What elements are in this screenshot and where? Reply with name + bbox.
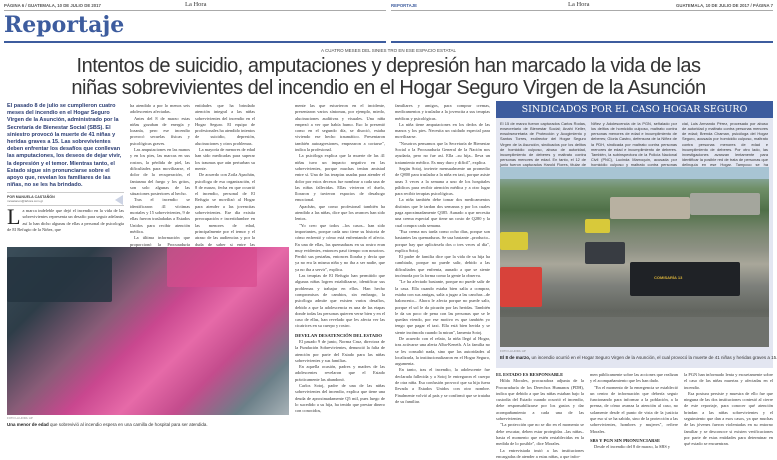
paragraph: Desde el incendio del 8 de marzo, la SBS y	[594, 444, 671, 450]
paragraph: "La protección que no se dio en el momento se debe rescatar, deben estar protegidas –las niñas– hasta el momento que estén restablecidas en la medida de lo posible", dice Morales.	[496, 422, 584, 447]
paragraph: La psicóloga explica que la muerte de las 41 niñas tuvo un impacto negativo en las sobrevivientes, porque muchas tenían amistad entre sí. Una de las terapias usadas para atender el dolor por estos decesos fue nombrar a cada una de las niñas fallecidas. Ellas vivieron el duelo, lloraron y tuvieron espacios de desahogo emocional.	[295, 153, 385, 203]
hospital-photo	[7, 247, 289, 415]
right-page-section-label: REPORTAJE	[391, 3, 417, 8]
subheading: EL ESTADO ES RESPONSABLE	[496, 372, 564, 377]
yellow-vehicle-shape	[500, 232, 528, 250]
article-column-3	[195, 103, 255, 247]
police-truck-text: COMISARÍA 13	[654, 275, 683, 280]
paragraph: Carlos Sotoj, padre de una de las niñas sobrevivientes del incendio, explica que tiene una deuda de aproximadamente Q5 mil, pues luego de lo sucedido a su hija, ha tenido que prestar dinero con conocidos,	[295, 383, 385, 414]
byline: POR MANUELA CASTAÑÓN	[7, 195, 55, 199]
photo-caption	[7, 422, 208, 427]
building-shape	[610, 197, 690, 219]
byline-email: mcastanon@lahora.com.gt	[7, 199, 43, 203]
paragraph: La niña también debe tomar dos medicamentos distintos que le tardan dos semanas y por los cuales paga aproximadamente Q385. Aunado a que necesita una crema especial que tiene un costo de Q280 y la cual compra cada semana.	[395, 197, 490, 228]
byline-box	[7, 192, 124, 206]
wall-shape	[690, 193, 760, 215]
caption-bold: El 8 de marzo,	[500, 355, 531, 360]
paragraph: En tanto, tras el incendio, la adolescente fue declarada fallecida y a Sotoj le entregaron el cuerpo de otra niña. Esa confusión provocó que su hija fuera llevada a Estados Unidos con otro nombre. Finalmente volvió al país y se confirmó que se trataba de su familiar.	[395, 367, 490, 404]
article-column-5	[395, 103, 490, 445]
paragraph: La mayoría de menores de edad han sido medicadas para superar los traumas que aún perturban su mente.	[195, 147, 255, 171]
sidebar-photo-credit: FOTO LA HORA: AP	[500, 349, 526, 353]
caption-text: que sobrevivió al incendio espera en una camilla de hospital para ser atendida.	[48, 422, 208, 427]
road-shape	[500, 317, 769, 347]
sidebar-column-2: Niñez y Adolescencia de la PGN, señalado por los delitos de homicidio culposo, maltrato contra personas menores de edad e incumplimiento de deberes; Gloria Castro, defensora de la Niñez de la PDH, sindicada por maltrato contra personas menores de edad e incumplimiento de deberes. También, la subinspectora de la Policía Nacional Civil (PNC), Lucinda Marroquín, acusada por homicidio culposo y maltrato contra personas	[591, 121, 677, 168]
article-column-1	[7, 204, 124, 240]
paragraph: entidades que ha brindado atención integral a las niñas sobrevivientes del incendio en el Hogar Seguro. El equipo de profesionales ha atendido intentos de suicidio, depresión, alucinaciones y otros problemas.	[195, 103, 255, 146]
paragraph: En aquella ocasión, padres y madres de las adolescentes revelaron que el Estado prácticamente las abandonó.	[295, 364, 385, 382]
sky-shape	[500, 167, 769, 179]
headline-line-1: Intentos de suicidio, amputaciones y depresión han marcado la vida de las	[76, 55, 701, 77]
paragraph: Antes del 8 de marzo estas niñas gozaban de energía y lozanía, pero ese incendio provocó secuelas físicas y psicológicas graves.	[130, 115, 190, 146]
article-column-8	[684, 372, 773, 446]
paragraph: mente las que estuvieron en el incidente, presentaron varios síntomas, por ejemplo, miedo, alucinaciones auditivas y visuales. Una niña empezó a ver que había humo. Eso lo presentó como en el segundo día, se disoció, estaba viviendo ese hecho traumático. Presentaron también autoagresiones, empezaron a cortarse", indica la profesional.	[295, 103, 385, 153]
article-column-7	[590, 372, 678, 450]
paragraph: Tras el incendio se identificaron 41 víctimas mortales y 15 sobrevivientes, 9 de ellas fueron trasladadas a Estados Unidos para recibir atención médica.	[130, 197, 190, 234]
section-title: Reportaje	[4, 12, 125, 38]
paragraph: Esa postura persiste y muestra de ello fue que ninguna de las dos instituciones contestó al cierre de este reportaje, para conocer qué atención brindan a las niñas sobrevivientes y el seguimiento que dan a esos casos, ya que muchas de las jóvenes fueron violentadas en su entorno familiar y se desconoce si existen verificaciones por parte de estas entidades para determinar en qué estado se encuentran.	[684, 390, 773, 447]
paragraph: El pasado 9 de junio, Norma Cruz, directora de la Fundación Sobrevivientes, denunció la falta de atención por parte del Estado para las niñas sobrevivientes y sus familias.	[295, 338, 385, 363]
paragraph: Según Sotoj, invierte mensualmente un promedio de Q800 para trasladar a la niña en taxi, porque asiste unas 3 veces a la semana a uno de los hospitales públicos para recibir atención médica y a otro lugar para recibir terapias psicológicas.	[395, 165, 490, 197]
sidebar-photo-caption	[500, 355, 777, 360]
police-truck-shape	[630, 262, 740, 296]
paragraph: "Esa crema nos tarda como ocho días, porque son bastantes las quemaduras. Se usa bastante –producto– porque hay que aplicársela dos o tres veces al día", explica Sotoj.	[395, 228, 490, 253]
drop-cap: L	[7, 204, 21, 229]
paragraph: la PGN han informado lenta y escuetamente sobre el caso de las niñas muertas y afectadas en el incendio.	[684, 372, 773, 390]
left-header-rule	[4, 10, 386, 11]
paragraph: Las terapias de El Refugio han permitido que algunas niñas logren estabilizarse, identificar sus problemas y trabajar en ellos. Han hecho compromisos de cambios, sin embargo, la psicóloga admite que existen varios desafíos, debido a que la adolescencia es una de las etapas donde todas las personas quieren verse bien y en el caso de ellas, han revelado que les afecta ver las cicatrices en su cuerpo y rostro.	[295, 273, 385, 329]
paragraph: "Nosotros pensamos que la Secretaría de Bienestar Social o la Procuraduría General de la Nación nos ayudaría, pero no fue así. Ella –su hija– lleva un tratamiento médico. Es muy duro y difícil", explica.	[395, 140, 490, 165]
article-column-2	[130, 103, 190, 247]
headline-line-2: niñas sobrevivientes del incendio en el Hogar Seguro Virgen de la Asunción	[71, 77, 706, 99]
article-column-4	[295, 103, 385, 445]
paragraph: Las amputaciones en las manos y en los pies, las marcas en sus rostros, la pérdida de piel, las dificultades para movilizarse, el dolor de la recuperación, el fantasma del fuego y los gritos, son solo algunas de las situaciones posteriores al hecho.	[130, 147, 190, 197]
right-header-rule	[391, 10, 773, 11]
paragraph: men públicamente sobre las acciones que realizan y el acompañamiento que les han dado.	[590, 372, 678, 384]
dark-car-shape	[585, 242, 625, 264]
paragraph: "Le ha afectado bastante, porque no puede salir de la casa. Ella cuando estaba bien salía a comprar, estaba con sus amigas, salía a jugar a las canchas –de baloncesto–. Ahora le afecta porque no puede salir, porque el sol le da picazón por las heridas. También le da un poco de pena con las personas que se le quedan viendo, por ese motivo es que también yo tengo que pagar el taxi. Ella está bien herida y se siente incómoda cuando la miran", lamenta Sotoj.	[395, 279, 490, 335]
left-page-folio: PÁGINA 6 / GUATEMALA, 10 DE JULIO DE 2017	[4, 3, 101, 8]
police-scene-photo	[500, 167, 769, 347]
subheading: DEVELAN DESATENCIÓN DEL ESTADO	[295, 332, 383, 338]
article-kicker: A CUATRO MESES DEL SINIES TRO EN ESE ESPACIO ESTATAL	[320, 48, 457, 53]
right-section-rule	[391, 41, 773, 43]
sidebar-column-1: El 15 de marzo fueron capturados Carlos Rodas, exsecretario de Bienestar Social; Anahí Keller, exsubsecretaria de Protección y Acogimiento y Santos Torres, exdirector del Hogar Seguro Virgen de la Asunción, sindicados por los delitos de homicidio culposo, abuso de autoridad, incumplimiento de deberes y maltrato contra personas menores de edad. En tanto, el 12 de junio fueron capturados Harold Flores, titular de	[500, 121, 586, 168]
right-page-folio: GUATEMALA, 10 DE JULIO DE 2017 / PÁGINA 7	[676, 3, 773, 8]
paragraph: "Yo creo que todos –los casos– han sido importantes, porque cada uno tiene su historia de cómo enfrentó y cómo está enfrentando el afecto. En una de ellas, las quemaduras en su rostro eran muy evidentes, entonces pasó tiempo con nosotros. Perdió sus pestañas, entonces lloraba y decía que ya no era la misma niña y no iba a ser nadie, que ya no iba a servir", explica.	[295, 222, 385, 272]
sidebar-column-3: cial, Luis Armando Pérez, procesado por abuso de autoridad y maltrato contra personas menores de edad; Brenda Chaman, psicóloga del Hogar Seguro, acusada por homicidio culposo, maltrato contra personas menores de edad e incumplimiento de deberes. Por otro lado, las investigaciones avanzan lentamente para identificar la posible red de trata de personas que delinquía en ese Hogar. Tampoco se ha	[682, 121, 768, 168]
paragraph: La última información que proporcionó la Procuraduría	[130, 235, 190, 247]
blanket-shape	[167, 247, 257, 287]
paragraph: Hilda Morales, procuradora adjunta de la Procuraduría de los Derechos Humanos (PDH), indica que debido a que las niñas estaban bajo la custodia del Estado cuando ocurrió el incendio, debe responsabilizarse por los gastos y dar acompañamiento a cada una de las sobrevivientes.	[496, 378, 584, 422]
sidebar-title: SINDICADOS POR EL CASO HOGAR SEGURO	[496, 101, 773, 118]
paragraph: La entrevistada instó a las instituciones encargadas de atender a estas niñas, a que infor-	[496, 447, 584, 459]
caption-text: un incendio ocurrió en el Hogar Seguro Virgen de la Asunción, el cual provocó la muerte de 41 niñas y heridas graves a 15.	[530, 355, 777, 360]
article-lede: El pasado 8 de julio se cumplieron cuatro meses del incendio en el Hogar Seguro Virgen de la Asunción, administrado por la Secretaría de Bienestar Social (SBS). El siniestro provocó la muerte de 41 niñas y heridas graves a 15. Las sobrevivientes deben enfrentar los desafíos que conllevan las amputaciones, los deseos de dejar vivir, la depresión y el temor. Mientras tanto, el Estado sigue sin pronunciarse sobre el apoyo que, revelan los familiares de las niñas, no se les ha brindado.	[7, 103, 122, 189]
paragraph: ha atendido a por lo menos seis adolescentes afectadas.	[130, 103, 190, 115]
arrow-left-icon	[115, 195, 123, 205]
article-column-6	[496, 372, 584, 459]
stretcher-shape	[7, 257, 112, 302]
right-page-logo: La Hora	[568, 1, 590, 8]
red-car-shape	[500, 267, 542, 307]
subheading: SBS Y PGN SIN PRONUNCIARSE	[590, 437, 661, 443]
left-page-logo: La Hora	[185, 1, 207, 8]
paragraph: De acuerdo con el relato, la niña llegó al Hogar, tras activarse una alerta Alba-Keneth. A la familia no se les consultó nada, sino que las autoridades al localizarla, la institucionalizaron en el Hogar Seguro, argumenta.	[395, 335, 490, 367]
left-section-rule	[4, 41, 386, 43]
caption-bold: Una menor de edad	[7, 422, 49, 427]
paragraph: De acuerdo con Zoila Apachán, psicóloga de esa organización, el 8 de marzo, fecha en que ocurrió el incendio, personal de El Refugio se movilizó al Hogar para atender a las jovencitas sobrevivientes. Ese día existía preocupación e incertidumbre en las menores de edad, principalmente por el temor y el atraso de las audiencias y por la duda de saber si entre las	[195, 172, 255, 247]
column-1-text: a marca indeleble que dejó el incendio en la vida de las sobrevivientes representa un desafío para seguir adelante, así lo han dicho algunas de ellas a personal de psicología de El Refugio de la Niñez, que	[7, 208, 124, 232]
paragraph: "En el momento de la emergencia se estableció un centro de información que debería seguir funcionando para informar a la población, a la prensa, de cómo avanza la atención al caso, no solamente desde el punto de vista de la justicia que eso sí se ha sabido, sino de la protección a las sobrevivientes, hombres y mujeres", refiere Morales.	[590, 384, 678, 434]
paragraph: Apachán, que como profesional también ha atendido a las niñas, dice que los avances han sido lentos.	[295, 203, 385, 222]
yellow-vehicle-shape-2	[585, 219, 610, 233]
paragraph: El padre de familia dice que la vida de su hija ha cambiado, porque no puede salir, debido a las dificultades que enfrenta, aunado a que se siente incómoda por la forma como la gente la observa.	[395, 254, 490, 279]
paragraph: La niña tiene amputaciones en los dedos de las manos y los pies. Necesita un cuidado especial para movilizarse.	[395, 121, 490, 140]
photo-credit: FOTO LA HORA: AP	[7, 416, 33, 420]
sidebar-box	[496, 101, 777, 368]
paragraph: familiares y amigos, para comprar cremas, medicamentos y trasladar a la jovencita a sus terapias médicas y psicológicas.	[395, 103, 490, 121]
